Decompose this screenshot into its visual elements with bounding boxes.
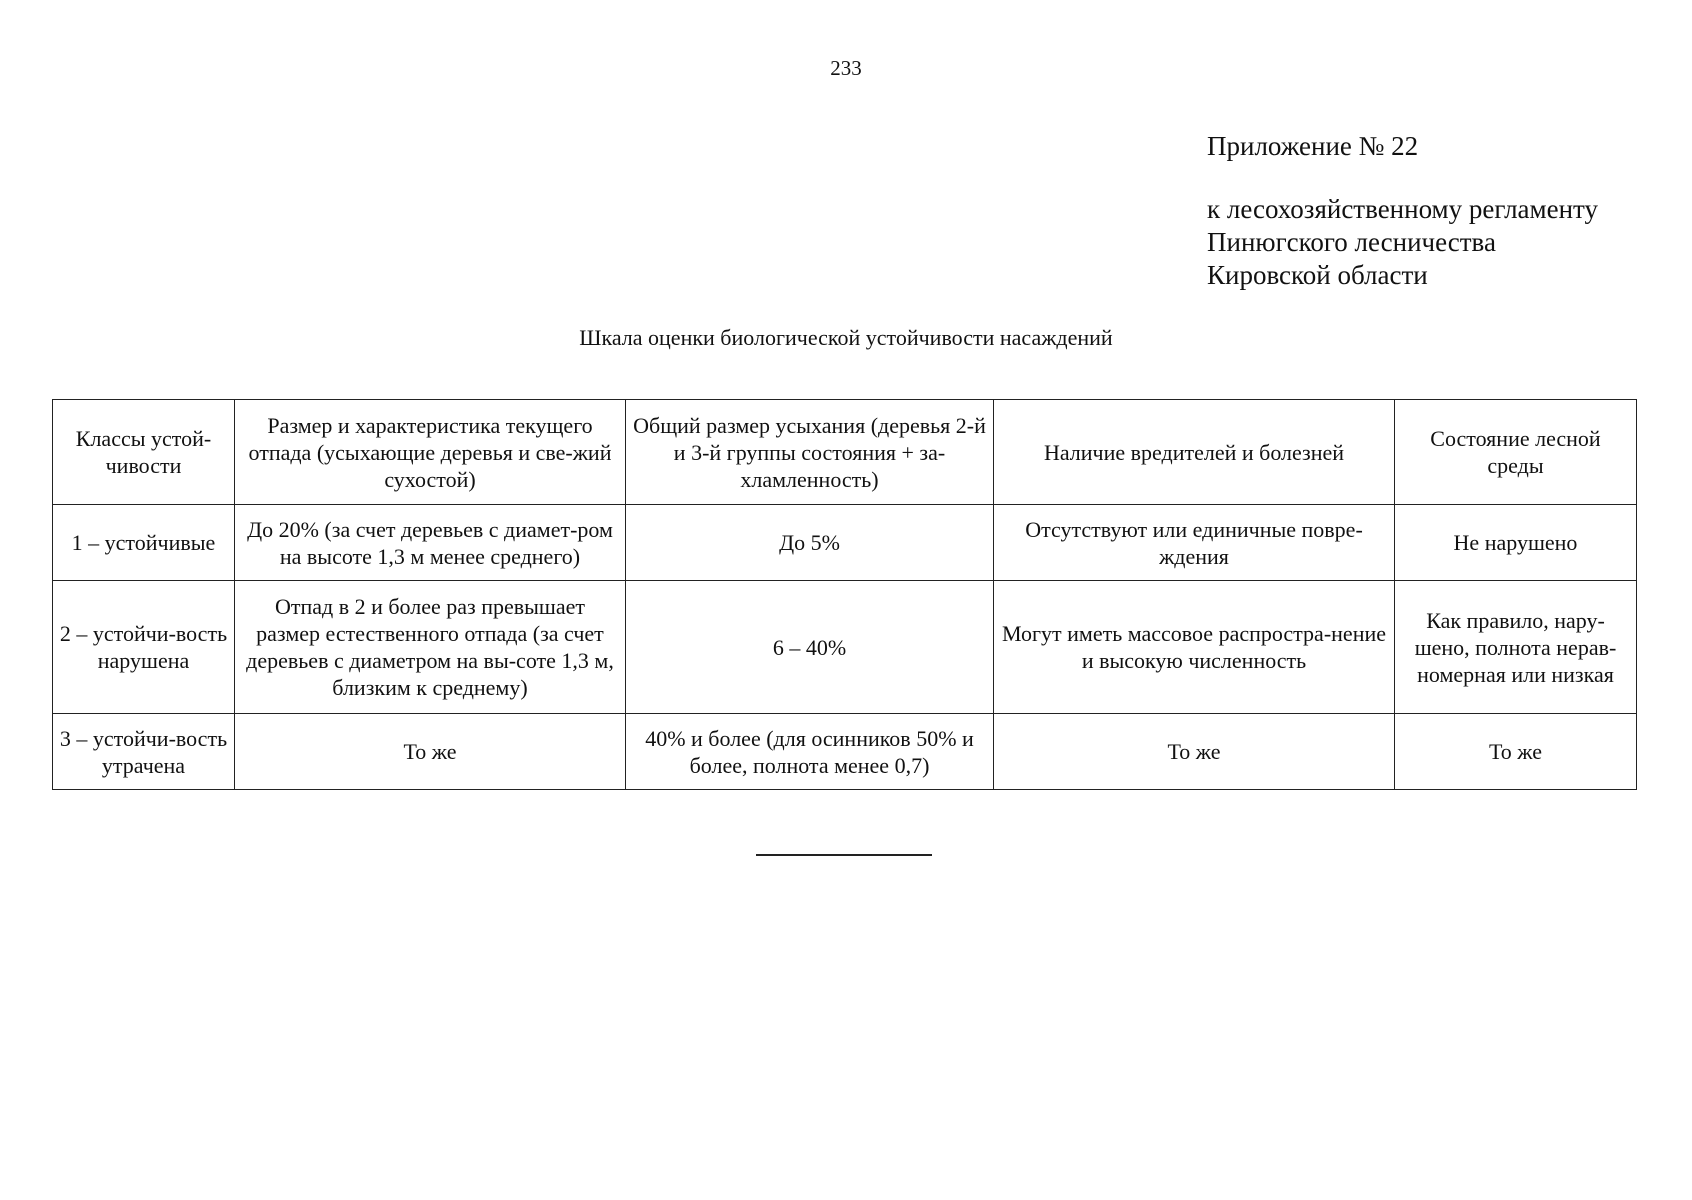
table-cell: Не нарушено [1395,505,1637,581]
document-title: Шкала оценки биологической устойчивости насаждений [579,325,1113,350]
appendix-line: Кировской области [1207,260,1428,290]
appendix-line: Пинюгского лесничества [1207,227,1496,257]
header-current-mortality: Размер и характеристика текущего отпада (усыхающие деревья и све-жий сухостой) [235,400,626,505]
table-cell: До 5% [626,505,994,581]
header-stability-class: Классы устой-чивости [53,400,235,505]
table-cell: Отсутствуют или единичные повре-ждения [994,505,1395,581]
page-number: 233 [830,56,862,80]
table-cell: 3 – устойчи-вость утрачена [53,714,235,790]
table-cell: До 20% (за счет деревьев с диамет-ром на высоте 1,3 м менее среднего) [235,505,626,581]
appendix-line: к лесохозяйственному регламенту [1207,194,1598,224]
end-divider [756,854,932,856]
table-cell: 1 – устойчивые [53,505,235,581]
header-forest-environment: Состояние лесной среды [1395,400,1637,505]
table-row [53,505,1637,581]
table-header-row [53,400,1637,505]
table-cell: Как правило, нару-шено, полнота нерав-номерная или низкая [1395,581,1637,714]
appendix-number: Приложение № 22 [1207,131,1419,161]
table-cell: 40% и более (для осинников 50% и более, полнота менее 0,7) [626,714,994,790]
table-cell: То же [1395,714,1637,790]
table-row [53,714,1637,790]
header-total-dieback: Общий размер усыхания (деревья 2-й и 3-й группы состояния + за-хламленность) [626,400,994,505]
table-cell: 2 – устойчи-вость нарушена [53,581,235,714]
table-cell: 6 – 40% [626,581,994,714]
stability-scale-table [52,399,1637,790]
table-cell: То же [994,714,1395,790]
header-pests-diseases: Наличие вредителей и болезней [994,400,1395,505]
table-row [53,581,1637,714]
table-cell: Могут иметь массовое распростра-нение и высокую численность [994,581,1395,714]
appendix-block [1207,130,1598,292]
table-cell: Отпад в 2 и более раз превышает размер естественного отпада (за счет деревьев с диаметром на вы-соте 1,3 м, близким к среднему) [235,581,626,714]
table-cell: То же [235,714,626,790]
